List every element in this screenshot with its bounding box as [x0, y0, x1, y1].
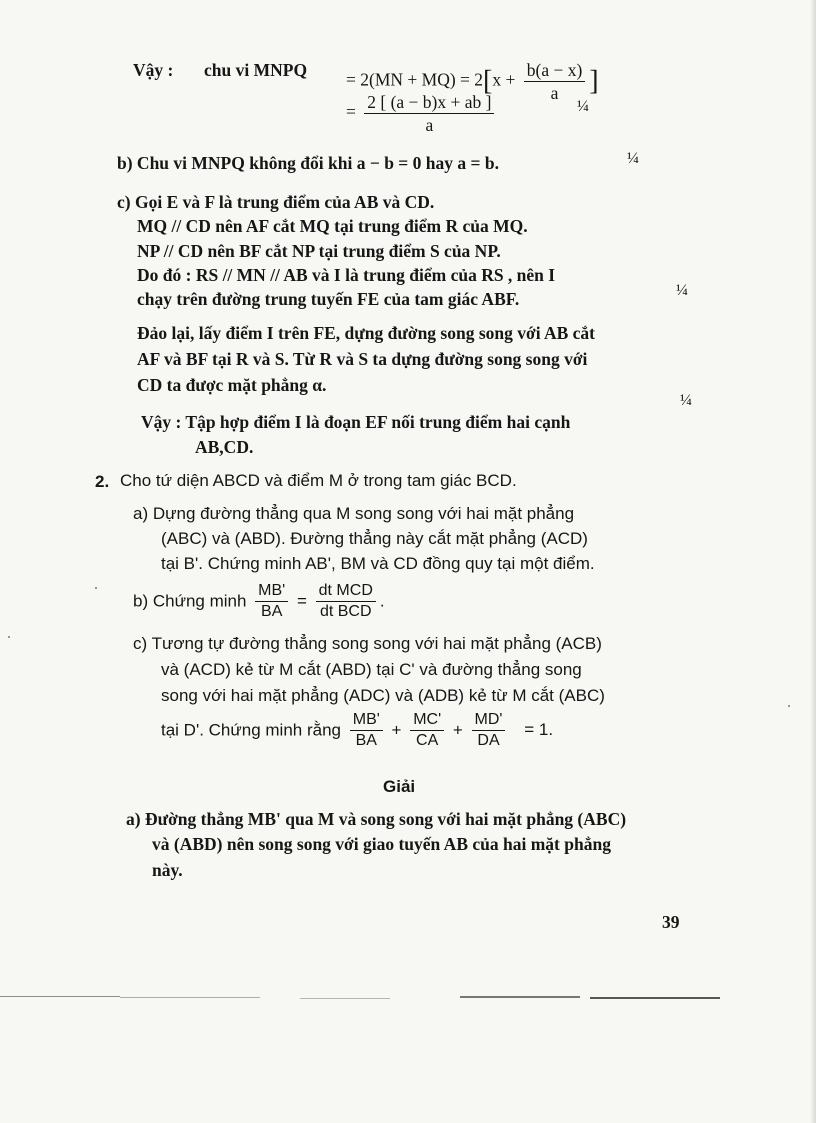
right-bracket: ] [589, 65, 599, 97]
score-mark: ¼ [627, 150, 639, 167]
problem-c-line2: và (ACD) kẻ từ M cắt (ABD) tại C' và đường thẳng song [161, 660, 582, 679]
part-c-line4: Do đó : RS // MN // AB và I là trung điểm của RS , nên I [137, 265, 556, 285]
fraction-mb-ba: $\frac{MB'}{BA}$ [350, 711, 383, 751]
part-c-line5: chạy trên đường trung tuyến FE của tam giác ABF. [137, 289, 520, 309]
part-c-line8: CD ta được mặt phẳng α. [137, 375, 327, 395]
scan-line [120, 997, 260, 998]
scan-line [460, 996, 580, 998]
fraction-mb-ba: $\frac{MB'}{BA}$ [255, 582, 288, 622]
problem-a-line1: a) Dựng đường thẳng qua M song song với hai mặt phẳng [133, 504, 575, 523]
chu-vi-label: chu vi MNPQ [204, 60, 308, 80]
problem-b: b) Chứng minh $\frac{MB'}{BA}$ = $\frac{\text{dt MCD}}{\text{dt BCD}}$ . [133, 582, 385, 621]
part-c-line3: NP // CD nên BF cắt NP tại trung điểm S của NP. [137, 241, 501, 261]
scan-speck [8, 636, 10, 638]
x-plus: x + [492, 69, 516, 90]
part-c-line1: c) Gọi E và F là trung điểm của AB và CD. [117, 192, 435, 212]
scan-line [590, 997, 720, 999]
fraction-md-da: $\frac{MD'}{DA}$ [472, 711, 506, 751]
scan-line [0, 996, 120, 997]
page-edge-shadow [810, 0, 816, 1123]
part-c-line2: MQ // CD nên AF cắt MQ tại trung điểm R của MQ. [137, 216, 528, 236]
part-c-line7: AF và BF tại R và S. Từ R và S ta dựng đường song song với [137, 349, 588, 369]
eq1: = 2(MN + MQ) = 2 [346, 69, 484, 90]
problem-c-line3: song với hai mặt phẳng (ADC) và (ADB) kẻ từ M cắt (ABC) [161, 686, 605, 705]
fraction-b-a-x: $\frac{b(a - x)}{a}$ [524, 60, 586, 103]
solution-a-line2: và (ABD) nên song song với giao tuyến AB của hai mặt phẳng [152, 834, 611, 854]
fraction-dt-mcd-bcd: $\frac{\text{dt MCD}}{\text{dt BCD}}$ [316, 582, 376, 622]
part-b-text: b) Chu vi MNPQ không đổi khi a − b = 0 hay a = b. [117, 153, 499, 173]
page-number: 39 [662, 912, 680, 932]
score-mark: ¼ [680, 392, 692, 409]
fraction-2-ab: $\frac{2 [ (a - b)x + ab ]}{a}$ [364, 92, 494, 135]
perimeter-equation-line2: = $\frac{2 [ (a - b)x + ab ]}{a}$ [346, 92, 498, 135]
left-bracket: [ [483, 65, 493, 97]
problem-intro: Cho tứ diện ABCD và điểm M ở trong tam giác BCD. [120, 471, 517, 490]
part-c-line6: Đảo lại, lấy điểm I trên FE, dựng đường song song với AB cắt [137, 323, 596, 343]
vay-label: Vậy : [133, 60, 174, 80]
solution-a-line1: a) Đường thẳng MB' qua M và song song với hai mặt phẳng (ABC) [126, 809, 627, 829]
problem-a-line2: (ABC) và (ABD). Đường thẳng này cắt mặt phẳng (ACD) [161, 529, 588, 548]
problem-c-line1: c) Tương tự đường thẳng song song với hai mặt phẳng (ACB) [133, 634, 602, 653]
part-c-line10: AB,CD. [195, 437, 254, 457]
problem-a-line3: tại B'. Chứng minh AB', BM và CD đồng quy tại một điểm. [161, 554, 595, 573]
part-c-line9: Vậy : Tập hợp điểm I là đoạn EF nối trung điểm hai cạnh [141, 412, 571, 432]
scan-speck [788, 705, 790, 707]
scan-speck [95, 587, 97, 589]
scan-line [300, 998, 390, 999]
score-mark: ¼ [577, 98, 589, 115]
solution-a-line3: này. [152, 860, 183, 880]
score-mark: ¼ [676, 282, 688, 299]
fraction-mc-ca: $\frac{MC'}{CA}$ [410, 711, 444, 751]
solution-heading: Giải [383, 777, 416, 796]
problem-number: 2. [95, 472, 110, 491]
problem-c-line4: tại D'. Chứng minh rằng $\frac{MB'}{BA}$ + $\frac{MC'}{CA}$ + $\frac{MD'}{DA}$ = 1. [161, 711, 554, 750]
